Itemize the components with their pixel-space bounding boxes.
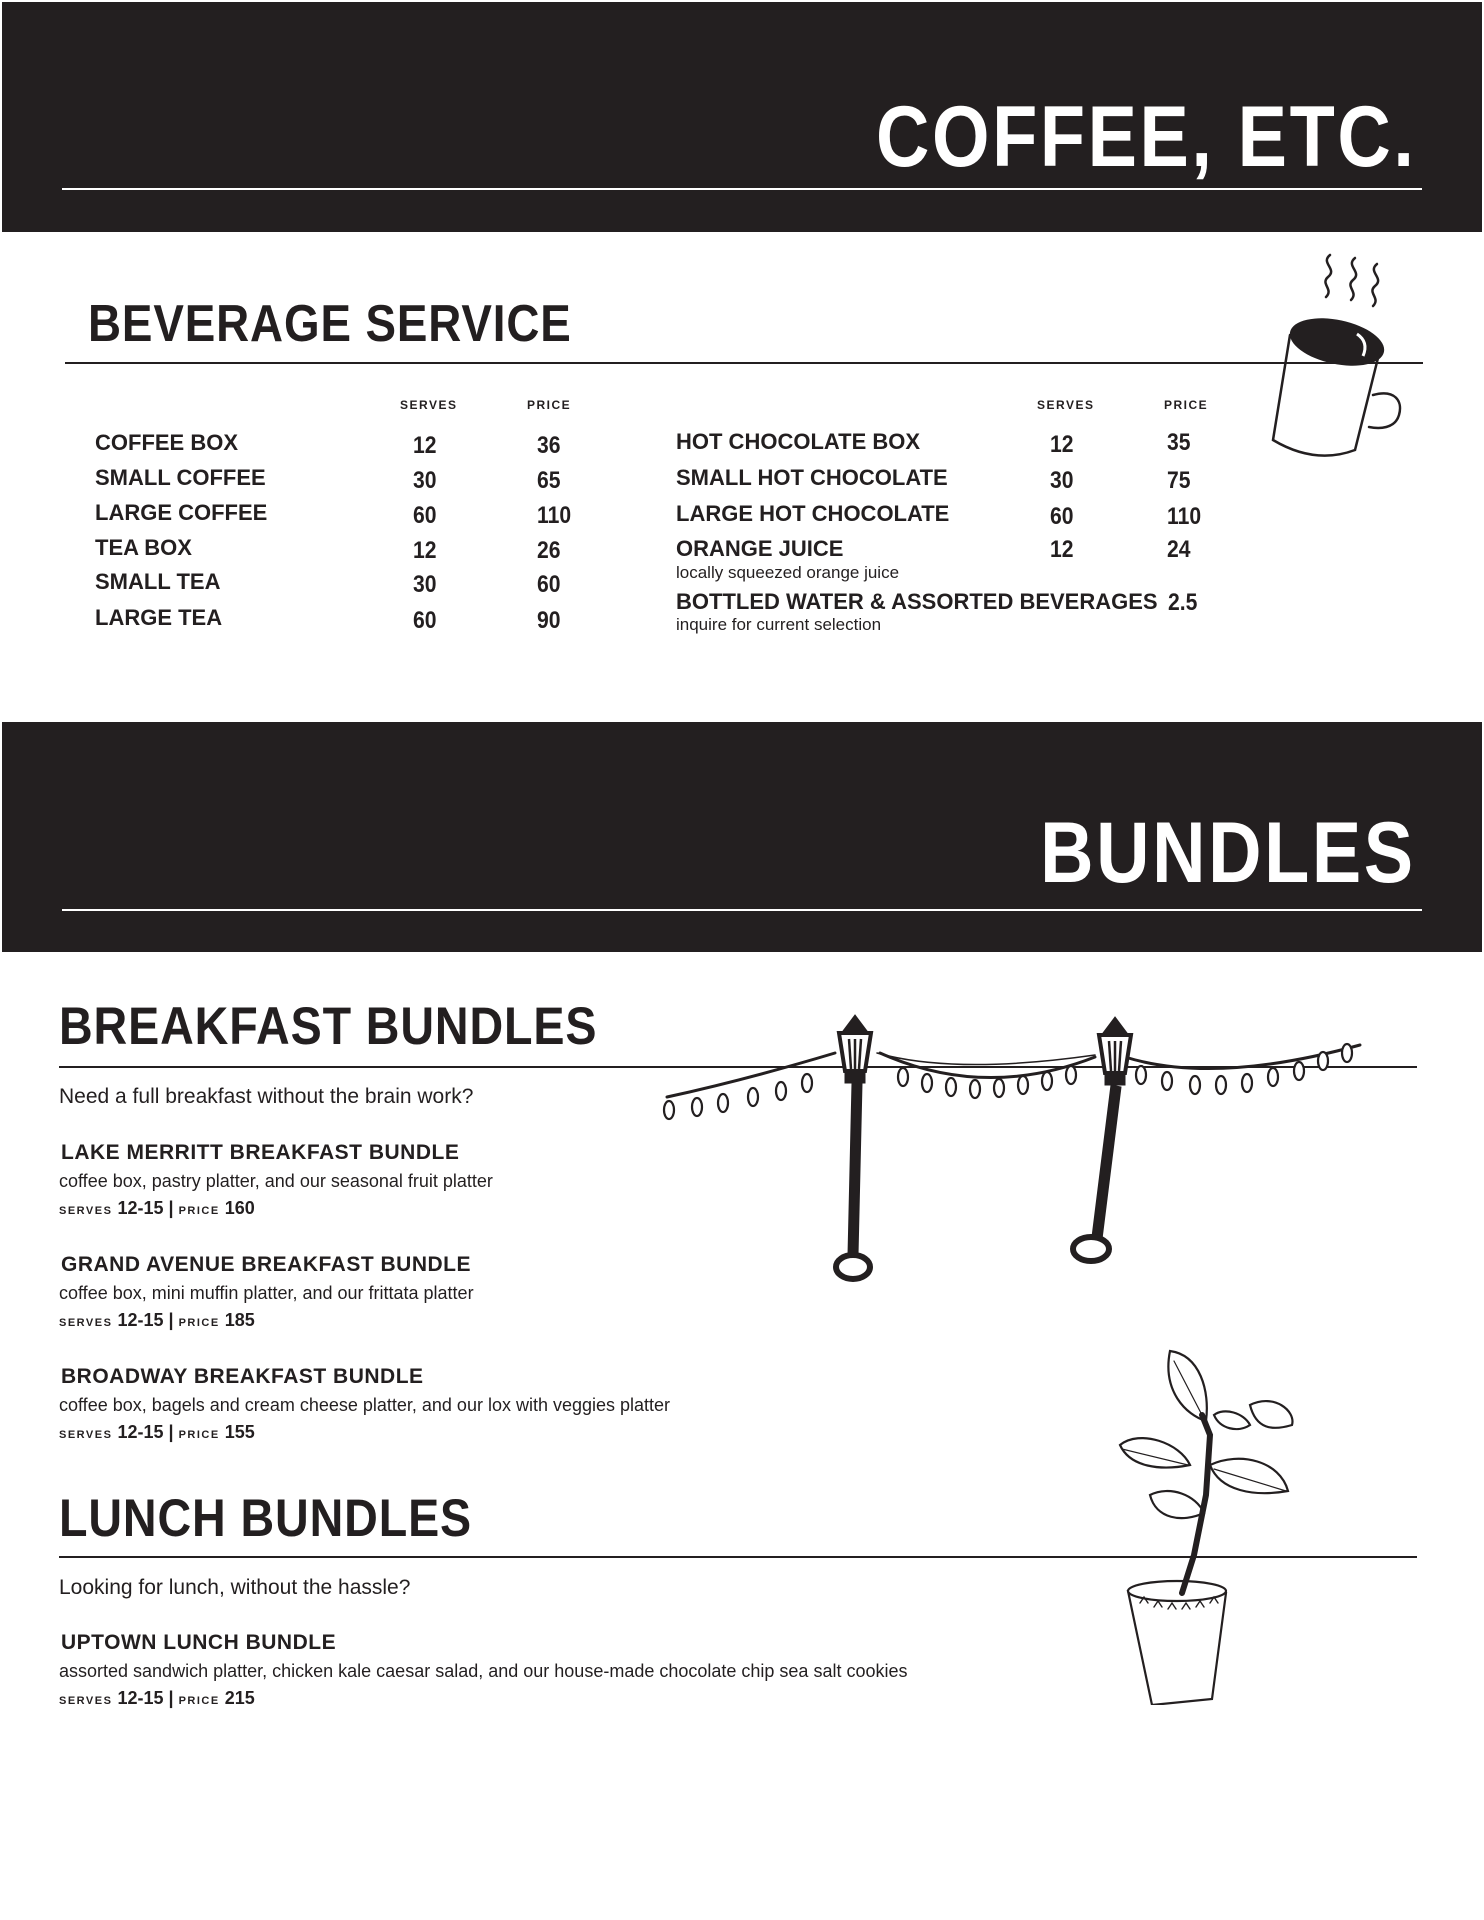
item-name: LARGE TEA bbox=[95, 605, 223, 630]
item-name: SMALL COFFEE bbox=[95, 465, 266, 490]
coffee-mug-icon bbox=[1255, 250, 1405, 470]
item-name: LARGE HOT CHOCOLATE bbox=[676, 501, 950, 526]
lunch-section-title: LUNCH BUNDLES bbox=[59, 1489, 473, 1548]
serves-value: 12-15 bbox=[117, 1422, 164, 1442]
divider: | bbox=[168, 1198, 174, 1218]
item-name: LARGE COFFEE bbox=[95, 500, 268, 525]
bundle-serves-price bbox=[59, 1198, 493, 1219]
serves-label: SERVES bbox=[59, 1695, 113, 1707]
bundle-name: UPTOWN LUNCH BUNDLE bbox=[61, 1631, 337, 1654]
bundle-description: coffee box, mini muffin platter, and our frittata platter bbox=[59, 1283, 474, 1303]
serves-value: 12-15 bbox=[117, 1198, 164, 1218]
bundle-description: coffee box, bagels and cream cheese platter, and our lox with veggies platter bbox=[59, 1395, 671, 1415]
right-serves-header: SERVES bbox=[1037, 398, 1095, 412]
item-price: 110 bbox=[537, 502, 572, 529]
bundles-header-band bbox=[2, 722, 1482, 952]
price-label: PRICE bbox=[178, 1695, 220, 1707]
left-price-header: PRICE bbox=[527, 398, 572, 412]
item-serves: 60 bbox=[1050, 503, 1074, 530]
bundle-serves-price bbox=[59, 1688, 908, 1709]
price-label: PRICE bbox=[178, 1205, 220, 1217]
bundle-name: GRAND AVENUE BREAKFAST BUNDLE bbox=[61, 1253, 472, 1276]
list-item bbox=[59, 1631, 908, 1709]
list-item bbox=[59, 1253, 474, 1331]
beverage-section-title: BEVERAGE SERVICE bbox=[88, 295, 572, 353]
divider: | bbox=[168, 1422, 174, 1442]
item-serves: 30 bbox=[1050, 467, 1074, 494]
bundle-name: BROADWAY BREAKFAST BUNDLE bbox=[61, 1365, 424, 1388]
bundle-name: LAKE MERRITT BREAKFAST BUNDLE bbox=[61, 1141, 460, 1164]
bundle-description: coffee box, pastry platter, and our seasonal fruit platter bbox=[59, 1171, 493, 1191]
item-serves: 12 bbox=[1050, 431, 1074, 458]
item-name: SMALL TEA bbox=[95, 569, 221, 594]
price-value: 155 bbox=[224, 1422, 255, 1442]
item-name: BOTTLED WATER & ASSORTED BEVERAGES bbox=[676, 589, 1158, 614]
price-value: 160 bbox=[224, 1198, 255, 1218]
bundles-header-rule bbox=[62, 909, 1422, 911]
bundles-header-title: BUNDLES bbox=[1040, 805, 1416, 901]
bundle-serves-price bbox=[59, 1310, 474, 1331]
serves-value: 12-15 bbox=[117, 1310, 164, 1330]
bundle-description: assorted sandwich platter, chicken kale caesar salad, and our house-made chocolate chip sea salt cookies bbox=[59, 1661, 908, 1681]
serves-value: 12-15 bbox=[117, 1688, 164, 1708]
list-item bbox=[59, 1365, 670, 1443]
item-name: HOT CHOCOLATE BOX bbox=[676, 429, 921, 454]
item-name: SMALL HOT CHOCOLATE bbox=[676, 465, 948, 490]
price-value: 185 bbox=[224, 1310, 255, 1330]
bundle-serves-price bbox=[59, 1422, 670, 1443]
item-serves: 60 bbox=[413, 607, 437, 634]
item-price: 90 bbox=[537, 607, 561, 634]
item-description: inquire for current selection bbox=[676, 615, 882, 634]
item-price: 110 bbox=[1167, 503, 1202, 530]
item-price: 65 bbox=[537, 467, 561, 494]
item-name: COFFEE BOX bbox=[95, 430, 239, 455]
price-label: PRICE bbox=[178, 1429, 220, 1441]
price-label: PRICE bbox=[178, 1317, 220, 1329]
item-serves: 12 bbox=[413, 537, 437, 564]
beverage-section-rule bbox=[65, 362, 1423, 364]
item-price: 24 bbox=[1167, 536, 1191, 563]
item-serves: 12 bbox=[413, 432, 437, 459]
divider: | bbox=[168, 1688, 174, 1708]
item-serves: 30 bbox=[413, 571, 437, 598]
street-lamps-string-lights-illustration bbox=[655, 1005, 1365, 1290]
item-price: 35 bbox=[1167, 429, 1191, 456]
serves-label: SERVES bbox=[59, 1317, 113, 1329]
coffee-header-band bbox=[2, 2, 1482, 232]
breakfast-intro: Need a full breakfast without the brain work? bbox=[59, 1085, 474, 1108]
serves-label: SERVES bbox=[59, 1205, 113, 1217]
item-price: 2.5 bbox=[1168, 589, 1198, 616]
item-price: 75 bbox=[1167, 467, 1191, 494]
price-value: 215 bbox=[224, 1688, 255, 1708]
item-price: 60 bbox=[537, 571, 561, 598]
lunch-intro: Looking for lunch, without the hassle? bbox=[59, 1576, 411, 1599]
coffee-header-rule bbox=[62, 188, 1422, 190]
list-item bbox=[59, 1141, 493, 1219]
item-price: 26 bbox=[537, 537, 561, 564]
item-serves: 12 bbox=[1050, 536, 1074, 563]
coffee-header-title: COFFEE, ETC. bbox=[875, 89, 1416, 185]
potted-fiddle-leaf-plant-illustration bbox=[1110, 1345, 1310, 1705]
breakfast-section-title: BREAKFAST BUNDLES bbox=[59, 997, 598, 1056]
left-serves-header: SERVES bbox=[400, 398, 458, 412]
item-serves: 60 bbox=[413, 502, 437, 529]
right-price-header: PRICE bbox=[1164, 398, 1209, 412]
lunch-section-rule bbox=[59, 1556, 1417, 1558]
item-price: 36 bbox=[537, 432, 561, 459]
item-name: ORANGE JUICE bbox=[676, 536, 844, 561]
item-name: TEA BOX bbox=[95, 535, 192, 560]
item-description: locally squeezed orange juice bbox=[676, 563, 900, 582]
divider: | bbox=[168, 1310, 174, 1330]
item-serves: 30 bbox=[413, 467, 437, 494]
serves-label: SERVES bbox=[59, 1429, 113, 1441]
